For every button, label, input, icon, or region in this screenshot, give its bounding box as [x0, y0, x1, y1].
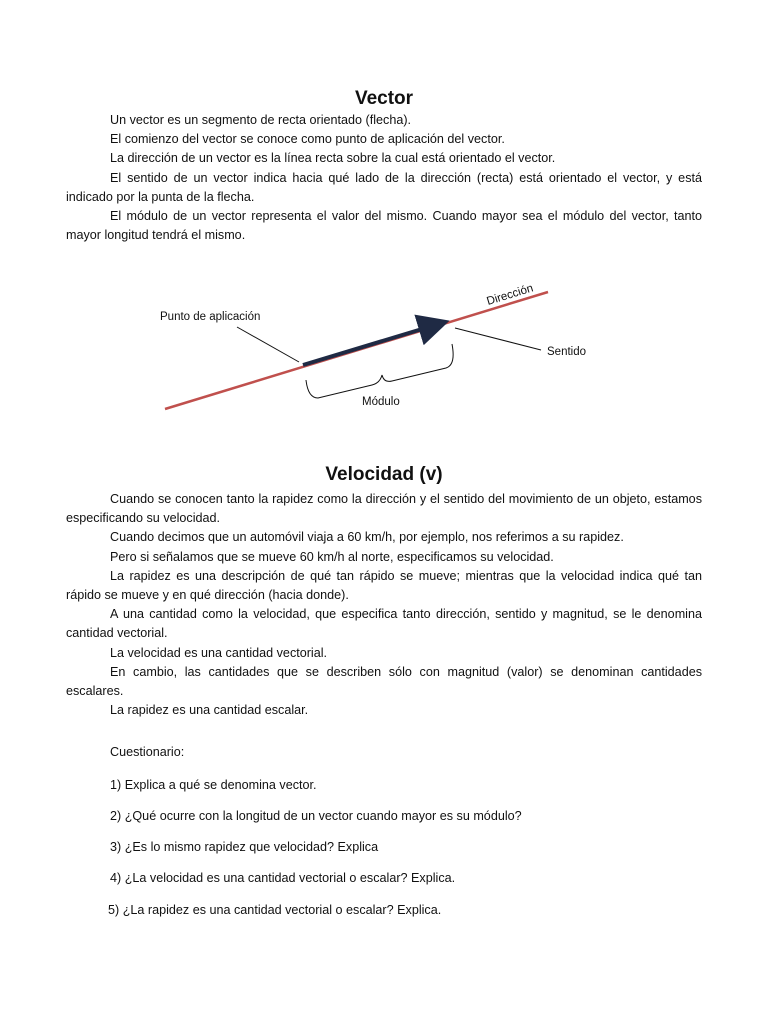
cuestionario-title: Cuestionario: — [110, 745, 185, 759]
vector-paragraph-2: El comienzo del vector se conoce como punto de aplicación del vector. — [110, 132, 505, 147]
question-3: 3) ¿Es lo mismo rapidez que velocidad? Explica — [110, 840, 379, 854]
vector-title: Vector — [354, 88, 414, 109]
velocidad-paragraph-1: Cuando se conocen tanto la rapidez como la dirección y el sentido del movimiento de un objeto, estamos especificando su velocidad. — [66, 492, 702, 526]
sentido-leader-line — [455, 328, 541, 350]
velocidad-paragraph-6: La velocidad es una cantidad vectorial. — [110, 645, 328, 660]
velocidad-paragraph-5: A una cantidad como la velocidad, que especifica tanto dirección, sentido y magnitud, se le denomina cantidad vectorial. — [66, 607, 702, 641]
velocidad-paragraph-3: Pero si señalamos que se mueve 60 km/h al norte, especificamos su velocidad. — [110, 549, 554, 564]
question-1: 1) Explica a qué se denomina vector. — [110, 778, 317, 792]
label-punto-aplicacion: Punto de aplicación — [160, 311, 261, 323]
question-2: 2) ¿Qué ocurre con la longitud de un vector cuando mayor es su módulo? — [110, 809, 522, 823]
question-5: 5) ¿La rapidez es una cantidad vectorial o escalar? Explica. — [108, 903, 442, 917]
label-sentido: Sentido — [547, 346, 587, 358]
vector-paragraph-4: El sentido de un vector indica hacia qué lado de la dirección (recta) está orientado el vector, y está indicado por la punta de la flecha. — [66, 170, 702, 204]
velocidad-paragraph-2: Cuando decimos que un automóvil viaja a 60 km/h, por ejemplo, nos referimos a su rapidez. — [110, 530, 624, 545]
label-direccion: Dirección — [485, 282, 535, 308]
velocidad-paragraph-8: La rapidez es una cantidad escalar. — [110, 703, 309, 718]
velocidad-paragraph-7: En cambio, las cantidades que se describen sólo con magnitud (valor) se denominan cantidades escalares. — [66, 664, 702, 699]
vector-paragraph-1: Un vector es un segmento de recta orientado (flecha). — [110, 113, 412, 127]
label-modulo: Módulo — [362, 396, 400, 408]
question-4: 4) ¿La velocidad es una cantidad vectorial o escalar? Explica. — [110, 871, 456, 885]
modulo-brace — [306, 344, 453, 398]
vector-paragraph-5: El módulo de un vector representa el valor del mismo. Cuando mayor sea el módulo del vector, tanto mayor longitud tendrá el mismo. — [66, 209, 702, 243]
velocidad-title: Velocidad (v) — [325, 464, 443, 485]
vector-section — [66, 111, 702, 245]
vector-diagram — [0, 270, 768, 430]
punto-leader-line — [237, 327, 299, 362]
velocidad-section — [66, 490, 702, 720]
vector-paragraph-3: La dirección de un vector es la línea recta sobre la cual está orientado el vector. — [110, 151, 556, 166]
velocidad-paragraph-4: La rapidez es una descripción de qué tan rápido se mueve; mientras que la velocidad indica qué tan rápido se mueve y en qué dirección (hacia donde). — [66, 568, 702, 603]
vector-arrow — [303, 323, 442, 365]
